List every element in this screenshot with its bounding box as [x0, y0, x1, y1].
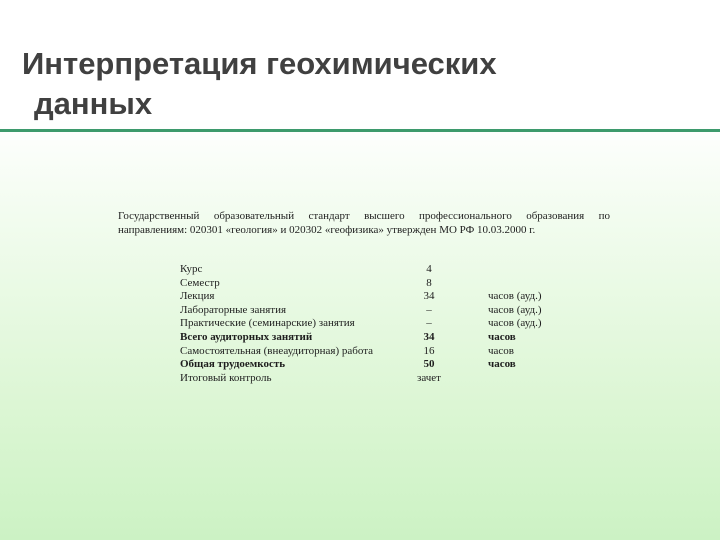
row-label: Курс	[180, 263, 203, 275]
row-label: Итоговый контроль	[180, 371, 272, 384]
table-row	[180, 345, 568, 359]
slide-title-line2: данных	[34, 86, 153, 121]
row-unit: часов	[488, 358, 516, 371]
table-row-total	[180, 331, 568, 345]
table-row	[180, 317, 568, 331]
row-label: Всего аудиторных занятий	[180, 330, 313, 343]
row-unit: часов	[488, 330, 516, 343]
row-value: 16	[423, 344, 435, 357]
row-value: зачет	[416, 371, 441, 384]
row-value: 8	[426, 276, 432, 289]
row-value: –	[426, 317, 432, 330]
table-row	[180, 304, 568, 318]
course-hours-table	[180, 263, 568, 385]
row-label: Общая трудоемкость	[180, 358, 286, 371]
row-label: Самостоятельная (внеаудиторная) работа	[180, 344, 374, 357]
table-row-total	[180, 358, 568, 372]
standard-statement: Государственный образовательный стандарт высшего профессионального образования по направлениям: 020301 «геология» и 020302 «геофизика» утвержден МО РФ 10.03.2000 г.	[118, 210, 610, 236]
row-unit: часов	[488, 344, 514, 357]
row-unit	[472, 372, 568, 386]
title-divider	[0, 129, 720, 132]
row-unit: часов (ауд.)	[488, 290, 542, 303]
row-unit	[472, 277, 568, 291]
slide-title-line1: Интерпретация геохимических	[22, 46, 497, 81]
row-value: –	[426, 303, 432, 316]
row-label: Семестр	[180, 276, 220, 289]
row-unit: часов (ауд.)	[488, 317, 542, 330]
row-unit: часов (ауд.)	[488, 303, 542, 316]
row-value: 50	[423, 358, 435, 371]
row-label: Лабораторные занятия	[180, 303, 287, 316]
row-unit	[472, 263, 568, 277]
slide-title	[22, 44, 682, 124]
table-row	[180, 372, 568, 386]
table-row	[180, 290, 568, 304]
row-label: Лекция	[180, 290, 215, 303]
table-row	[180, 263, 568, 277]
row-value: 34	[423, 290, 435, 303]
table-row	[180, 277, 568, 291]
row-value: 4	[426, 263, 432, 275]
row-label: Практические (семинарские) занятия	[180, 317, 355, 330]
row-value: 34	[423, 330, 435, 343]
